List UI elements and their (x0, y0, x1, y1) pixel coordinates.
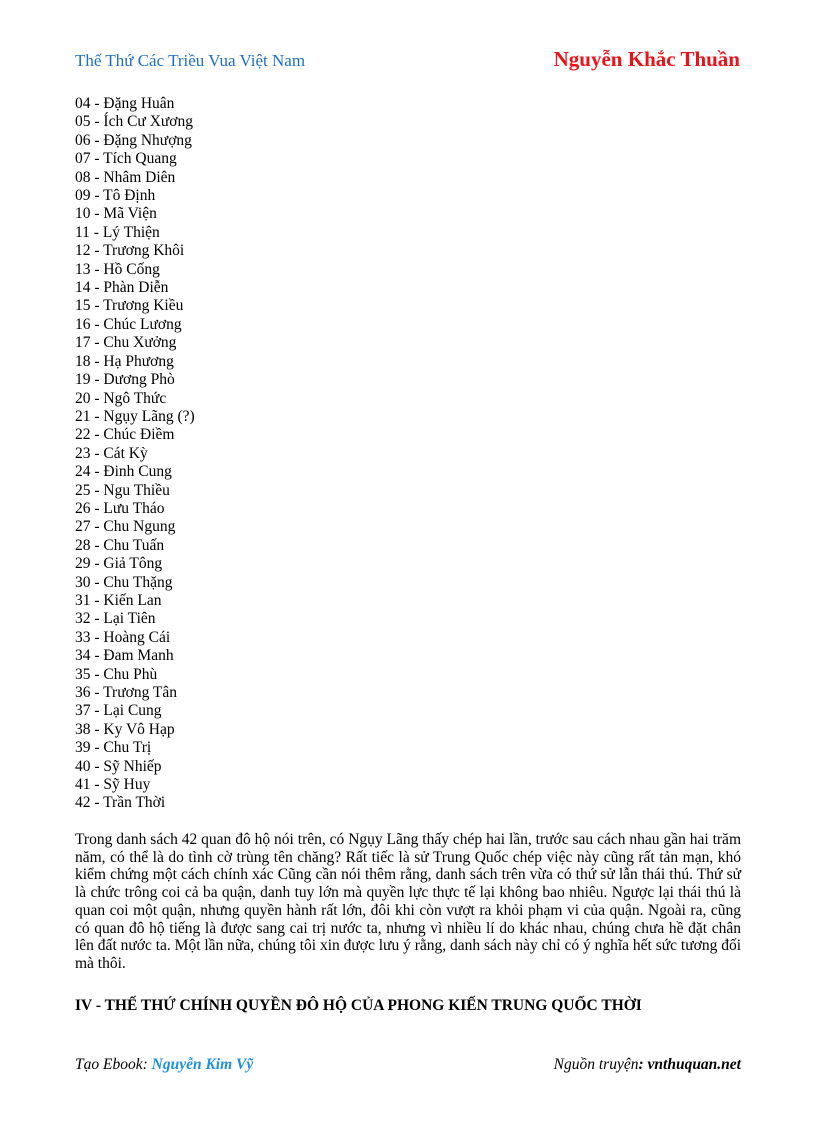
footer-ebook-credit (75, 1056, 253, 1074)
ebook-separator: : (142, 1056, 152, 1073)
ebook-creator-name: Nguyễn Kim Vỹ (151, 1056, 254, 1073)
list-item: 09 - Tô Định (75, 187, 156, 205)
governor-list (75, 95, 195, 813)
list-item: 06 - Đặng Nhượng (75, 131, 192, 149)
list-item: 18 - Hạ Phương (75, 352, 174, 370)
list-item: 26 - Lưu Tháo (75, 499, 165, 517)
list-item: 28 - Chu Tuấn (75, 536, 165, 554)
section-heading: IV - THẾ THỨ CHÍNH QUYỀN ĐÔ HỘ CỦA PHONG KIẾN TRUNG QUỐC THỜI (75, 997, 642, 1014)
list-item: 23 - Cát Kỳ (75, 444, 148, 462)
list-item: 17 - Chu Xưởng (75, 334, 177, 352)
list-item: 42 - Trần Thời (75, 794, 166, 812)
list-item: 20 - Ngô Thức (75, 389, 167, 407)
list-item: 13 - Hồ Cống (75, 260, 160, 278)
list-item: 12 - Trương Khôi (75, 242, 185, 260)
list-item: 40 - Sỹ Nhiếp (75, 757, 162, 775)
list-item: 11 - Lý Thiện (75, 223, 160, 241)
list-item: 22 - Chúc Điềm (75, 426, 175, 444)
list-item: 27 - Chu Ngung (75, 518, 176, 536)
list-item: 19 - Dương Phò (75, 371, 175, 389)
list-item: 38 - Ky Vô Hạp (75, 720, 175, 738)
source-label: Nguồn truyện (553, 1056, 639, 1073)
list-item: 31 - Kiến Lan (75, 591, 162, 609)
list-item: 10 - Mã Viện (75, 205, 157, 223)
list-item: 25 - Ngu Thiều (75, 481, 170, 499)
book-title: Thế Thứ Các Triều Vua Việt Nam (75, 51, 306, 70)
list-item: 04 - Đặng Huân (75, 95, 175, 112)
list-item: 30 - Chu Thặng (75, 573, 173, 591)
list-item: 34 - Đam Manh (75, 647, 174, 665)
list-item: 24 - Đinh Cung (75, 463, 172, 481)
list-item: 15 - Trương Kiều (75, 297, 184, 315)
source-site-link[interactable]: vnthuquan.net (647, 1056, 741, 1073)
list-item: 41 - Sỹ Huy (75, 776, 151, 794)
list-item: 33 - Hoàng Cái (75, 628, 171, 646)
source-separator: : (638, 1056, 648, 1073)
list-item: 14 - Phàn Diễn (75, 279, 169, 297)
author-name: Nguyễn Khắc Thuần (553, 47, 740, 71)
list-item: 29 - Giả Tông (75, 555, 163, 573)
list-item: 39 - Chu Trị (75, 739, 152, 757)
list-item: 36 - Trương Tân (75, 684, 178, 701)
body-paragraph: Trong danh sách 42 quan đô hộ nói trên, có Ngụy Lãng thấy chép hai lần, trước sau cách nhau gần hai trăm năm, có thể là do tình cờ trùng tên chăng? Rất tiếc là sử Trung Quốc chép việc này cũng rất tản mạn, khó kiểm chứng một cách chính xác Cũng cần nói thêm rằng, danh sách trên vừa có thứ sử lẫn thái thú. Thứ sử là chức trông coi cả ba quận, danh tuy lớn mà quyền lực thực tế lại không bao nhiêu. Ngược lại thái thú là quan coi một quận, nhưng quyền hành rất lớn, đôi khi còn vượt ra khỏi phạm vi của quận. Ngoài ra, cũng có quan đô hộ tiếng là được sang cai trị nước ta, nhưng vì nhiều lí do khác nhau, chúng chưa hề đặt chân lên đất nước ta. Một lần nữa, chúng tôi xin được lưu ý rằng, danh sách này chỉ có ý nghĩa hết sức tương đối mà thôi. (75, 831, 742, 972)
list-item: 35 - Chu Phù (75, 665, 158, 683)
list-item: 05 - Ích Cư Xương (75, 113, 193, 131)
list-item: 32 - Lại Tiên (75, 610, 156, 628)
list-item: 21 - Ngụy Lãng (?) (75, 407, 195, 425)
list-item: 08 - Nhâm Diên (75, 168, 176, 186)
footer-source-credit (554, 1056, 741, 1074)
ebook-label: Tạo Ebook (75, 1056, 143, 1073)
list-item: 37 - Lại Cung (75, 702, 162, 720)
list-item: 16 - Chúc Lương (75, 315, 182, 333)
list-item: 07 - Tích Quang (75, 150, 177, 168)
